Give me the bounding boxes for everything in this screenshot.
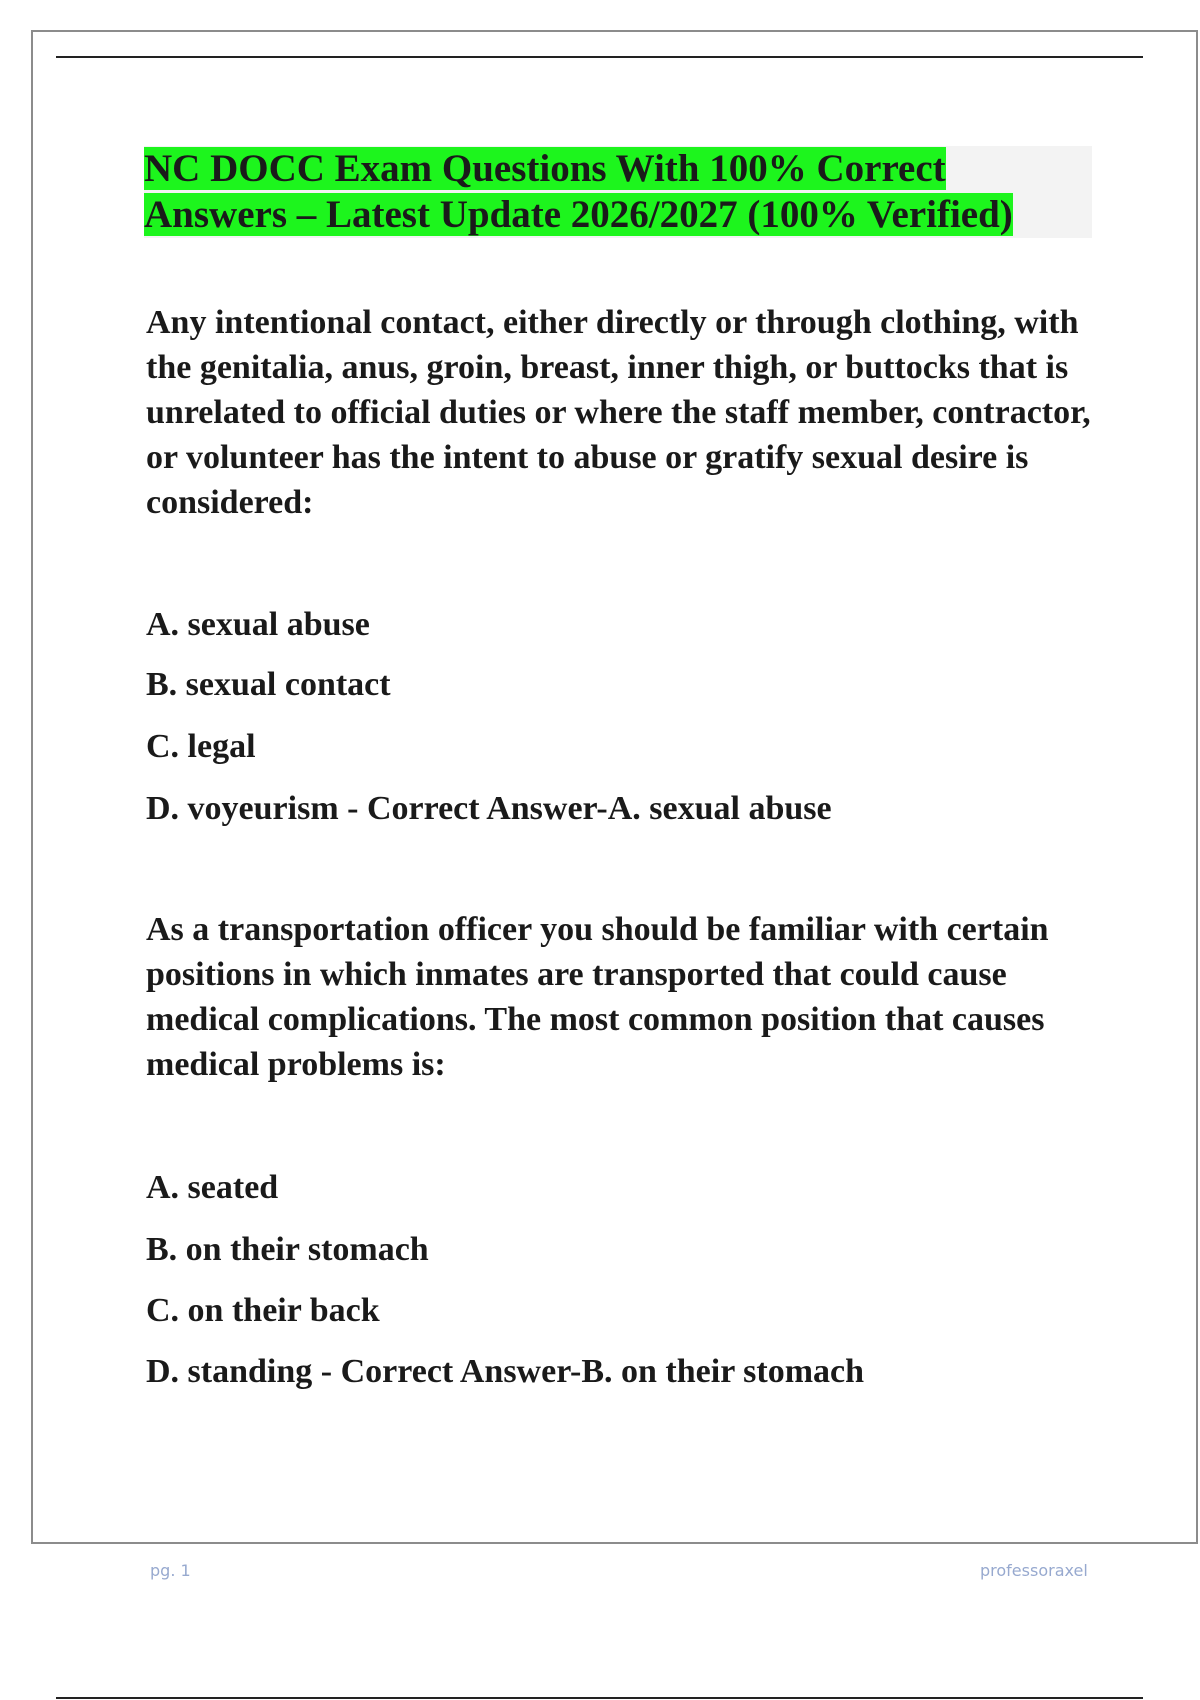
question-1-option-b: B. sexual contact xyxy=(146,666,391,703)
question-1-prompt: Any intentional contact, either directly or through clothing, with the genitalia, anus, groin, breast, inner thigh, or buttocks that is unrelated to official duties or where the staff member, contractor, or volunteer has the intent to abuse or gratify sexual desire is considered: xyxy=(146,304,1091,521)
title-highlight: NC DOCC Exam Questions With 100% Correct Answers – Latest Update 2026/2027 (100% Verified) xyxy=(144,147,1013,236)
question-2-option-a: A. seated xyxy=(146,1169,279,1206)
page-number: pg. 1 xyxy=(150,1561,191,1580)
question-1-option-a: A. sexual abuse xyxy=(146,606,370,643)
question-1-option-d-answer: D. voyeurism - Correct Answer-A. sexual abuse xyxy=(146,790,832,827)
next-page-rule xyxy=(56,1697,1143,1699)
header-rule xyxy=(56,56,1143,58)
question-2-option-c: C. on their back xyxy=(146,1292,380,1329)
question-2-prompt: As a transportation officer you should be familiar with certain positions in which inmates are transported that could cause medical complications. The most common position that causes medical problems is: xyxy=(146,911,1049,1083)
footer-author: professoraxel xyxy=(980,1561,1088,1580)
question-2-option-b: B. on their stomach xyxy=(146,1231,429,1268)
document-title xyxy=(144,146,1084,238)
question-2-option-d-answer: D. standing - Correct Answer-B. on their stomach xyxy=(146,1353,865,1390)
question-1-option-c: C. legal xyxy=(146,728,256,765)
